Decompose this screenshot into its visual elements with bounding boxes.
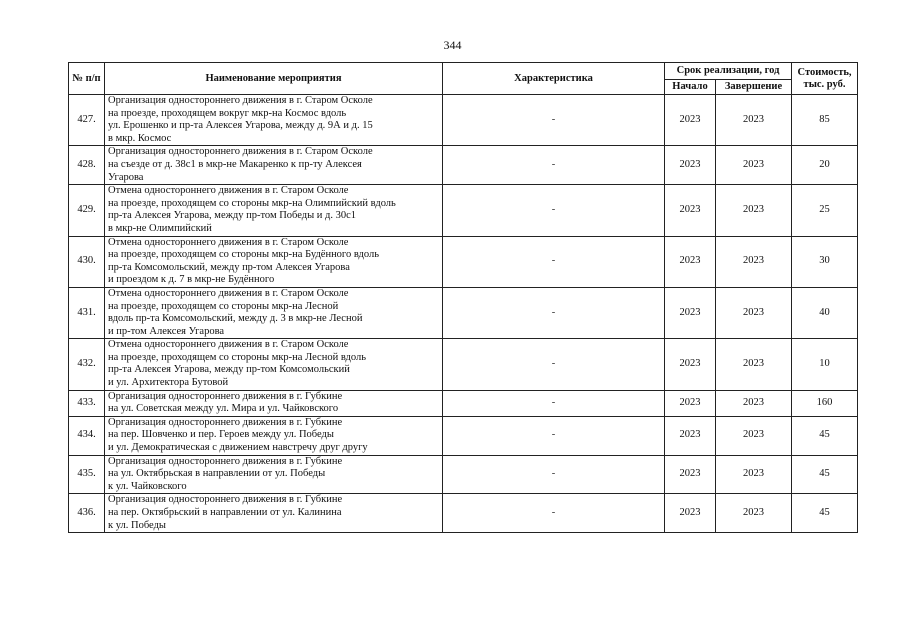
row-number: 433. <box>69 390 105 416</box>
row-number: 435. <box>69 455 105 494</box>
cost-value: 45 <box>792 455 858 494</box>
row-number: 436. <box>69 494 105 533</box>
row-number: 429. <box>69 185 105 236</box>
table-row <box>69 494 858 533</box>
measure-name-line: на проезде, проходящем со стороны мкр-на Будённого вдоль <box>108 249 380 261</box>
characteristic-cell: - <box>443 339 665 390</box>
measure-name <box>105 339 443 390</box>
measure-name-line: к ул. Победы <box>108 519 166 531</box>
row-number: 432. <box>69 339 105 390</box>
measure-name-line: вдоль пр-та Комсомольский, между д. 3 в мкр-не Лесной <box>108 313 363 325</box>
measure-name-line: и пр-том Алексея Угарова <box>108 325 225 337</box>
characteristic-cell: - <box>443 287 665 338</box>
table-row <box>69 390 858 416</box>
table-row <box>69 185 858 236</box>
measure-name-line: Отмена одностороннего движения в г. Старом Осколе <box>108 185 349 197</box>
measure-name-line: Отмена одностороннего движения в г. Старом Осколе <box>108 339 349 351</box>
measure-name-line: Организация одностороннего движения в г. Старом Осколе <box>108 146 373 158</box>
table-row <box>69 146 858 185</box>
end-year: 2023 <box>716 416 792 455</box>
characteristic-cell: - <box>443 236 665 287</box>
end-year: 2023 <box>716 339 792 390</box>
start-year: 2023 <box>665 494 716 533</box>
measure-name <box>105 185 443 236</box>
measure-name-line: к ул. Чайковского <box>108 480 187 492</box>
measure-name-line: ул. Ерошенко и пр-та Алексея Угарова, между д. 9А и д. 15 <box>108 120 373 132</box>
cost-value: 10 <box>792 339 858 390</box>
measure-name-line: Организация одностороннего движения в г. Губкине <box>108 390 343 402</box>
measure-name-line: на проезде, проходящем со стороны мкр-на Лесной вдоль <box>108 351 367 363</box>
measure-name <box>105 146 443 185</box>
row-number: 427. <box>69 95 105 146</box>
measure-name-line: на съезде от д. 38с1 в мкр-не Макаренко к пр-ту Алексея <box>108 158 362 170</box>
measure-name-line: на проезде, проходящем со стороны мкр-на Лесной <box>108 300 339 312</box>
cost-value: 45 <box>792 416 858 455</box>
characteristic-cell: - <box>443 390 665 416</box>
start-year: 2023 <box>665 236 716 287</box>
cost-value: 30 <box>792 236 858 287</box>
measure-name-line: Организация одностороннего движения в г. Губкине <box>108 494 343 506</box>
start-year: 2023 <box>665 185 716 236</box>
cost-value: 25 <box>792 185 858 236</box>
measure-name-line: на проезде, проходящем со стороны мкр-на Олимпийский вдоль <box>108 197 396 209</box>
table-row <box>69 287 858 338</box>
end-year: 2023 <box>716 185 792 236</box>
row-number: 431. <box>69 287 105 338</box>
header-cost: Стоимость, тыс. руб. <box>792 63 858 95</box>
characteristic-cell: - <box>443 416 665 455</box>
measure-name-line: на проезде, проходящем вокруг мкр-на Космос вдоль <box>108 107 347 119</box>
table-row <box>69 95 858 146</box>
header-period: Срок реализации, год <box>665 63 792 80</box>
measure-name-line: Организация одностороннего движения в г. Старом Осколе <box>108 95 373 106</box>
start-year: 2023 <box>665 95 716 146</box>
start-year: 2023 <box>665 455 716 494</box>
measure-name-line: и ул. Демократическая с движением навстречу друг другу <box>108 442 368 454</box>
measure-name-line: пр-та Алексея Угарова, между пр-том Комсомольский <box>108 364 350 376</box>
header-name: Наименование мероприятия <box>105 63 443 95</box>
end-year: 2023 <box>716 455 792 494</box>
start-year: 2023 <box>665 390 716 416</box>
measure-name-line: в мкр-не Олимпийский <box>108 222 212 234</box>
end-year: 2023 <box>716 146 792 185</box>
row-number: 430. <box>69 236 105 287</box>
end-year: 2023 <box>716 95 792 146</box>
measure-name-line: на пер. Шовченко и пер. Героев между ул. Победы <box>108 429 334 441</box>
table-row <box>69 455 858 494</box>
measure-name <box>105 287 443 338</box>
start-year: 2023 <box>665 287 716 338</box>
measure-name <box>105 455 443 494</box>
start-year: 2023 <box>665 339 716 390</box>
end-year: 2023 <box>716 390 792 416</box>
measure-name-line: и проездом к д. 7 в мкр-не Будённого <box>108 274 275 286</box>
header-start: Начало <box>665 80 716 95</box>
measure-name-line: на ул. Советская между ул. Мира и ул. Чайковского <box>108 403 339 415</box>
end-year: 2023 <box>716 287 792 338</box>
measure-name-line: Организация одностороннего движения в г. Губкине <box>108 416 343 428</box>
table-body <box>69 95 858 533</box>
measure-name-line: на пер. Октябрьский в направлении от ул. Калинина <box>108 507 342 518</box>
cost-value: 20 <box>792 146 858 185</box>
measure-name-line: пр-та Алексея Угарова, между пр-том Победы и д. 30с1 <box>108 210 357 222</box>
measure-name <box>105 390 443 416</box>
measure-name-line: Угарова <box>108 171 144 183</box>
row-number: 428. <box>69 146 105 185</box>
row-number: 434. <box>69 416 105 455</box>
characteristic-cell: - <box>443 185 665 236</box>
measure-name <box>105 494 443 533</box>
header-characteristic: Характеристика <box>443 63 665 95</box>
characteristic-cell: - <box>443 494 665 533</box>
table-row <box>69 416 858 455</box>
measure-name <box>105 95 443 146</box>
start-year: 2023 <box>665 146 716 185</box>
measure-name <box>105 416 443 455</box>
measure-name-line: в мкр. Космос <box>108 132 172 144</box>
table-row <box>69 236 858 287</box>
measure-name-line: Отмена одностороннего движения в г. Старом Осколе <box>108 236 349 248</box>
table-header-row <box>69 63 858 80</box>
header-num: № п/п <box>69 63 105 95</box>
measures-table <box>68 62 858 533</box>
end-year: 2023 <box>716 494 792 533</box>
end-year: 2023 <box>716 236 792 287</box>
measure-name-line: Отмена одностороннего движения в г. Старом Осколе <box>108 287 349 299</box>
start-year: 2023 <box>665 416 716 455</box>
cost-value: 85 <box>792 95 858 146</box>
cost-value: 40 <box>792 287 858 338</box>
table-row <box>69 339 858 390</box>
characteristic-cell: - <box>443 146 665 185</box>
characteristic-cell: - <box>443 455 665 494</box>
characteristic-cell: - <box>443 95 665 146</box>
measure-name <box>105 236 443 287</box>
cost-value: 45 <box>792 494 858 533</box>
measure-name-line: пр-та Комсомольский, между пр-том Алексея Угарова <box>108 261 350 273</box>
cost-value: 160 <box>792 390 858 416</box>
measure-name-line: на ул. Октябрьская в направлении от ул. Победы <box>108 468 326 480</box>
measure-name-line: Организация одностороннего движения в г. Губкине <box>108 455 343 467</box>
measure-name-line: и ул. Архитектора Бутовой <box>108 377 229 389</box>
page-number: 344 <box>443 38 462 52</box>
header-end: Завершение <box>716 80 792 95</box>
